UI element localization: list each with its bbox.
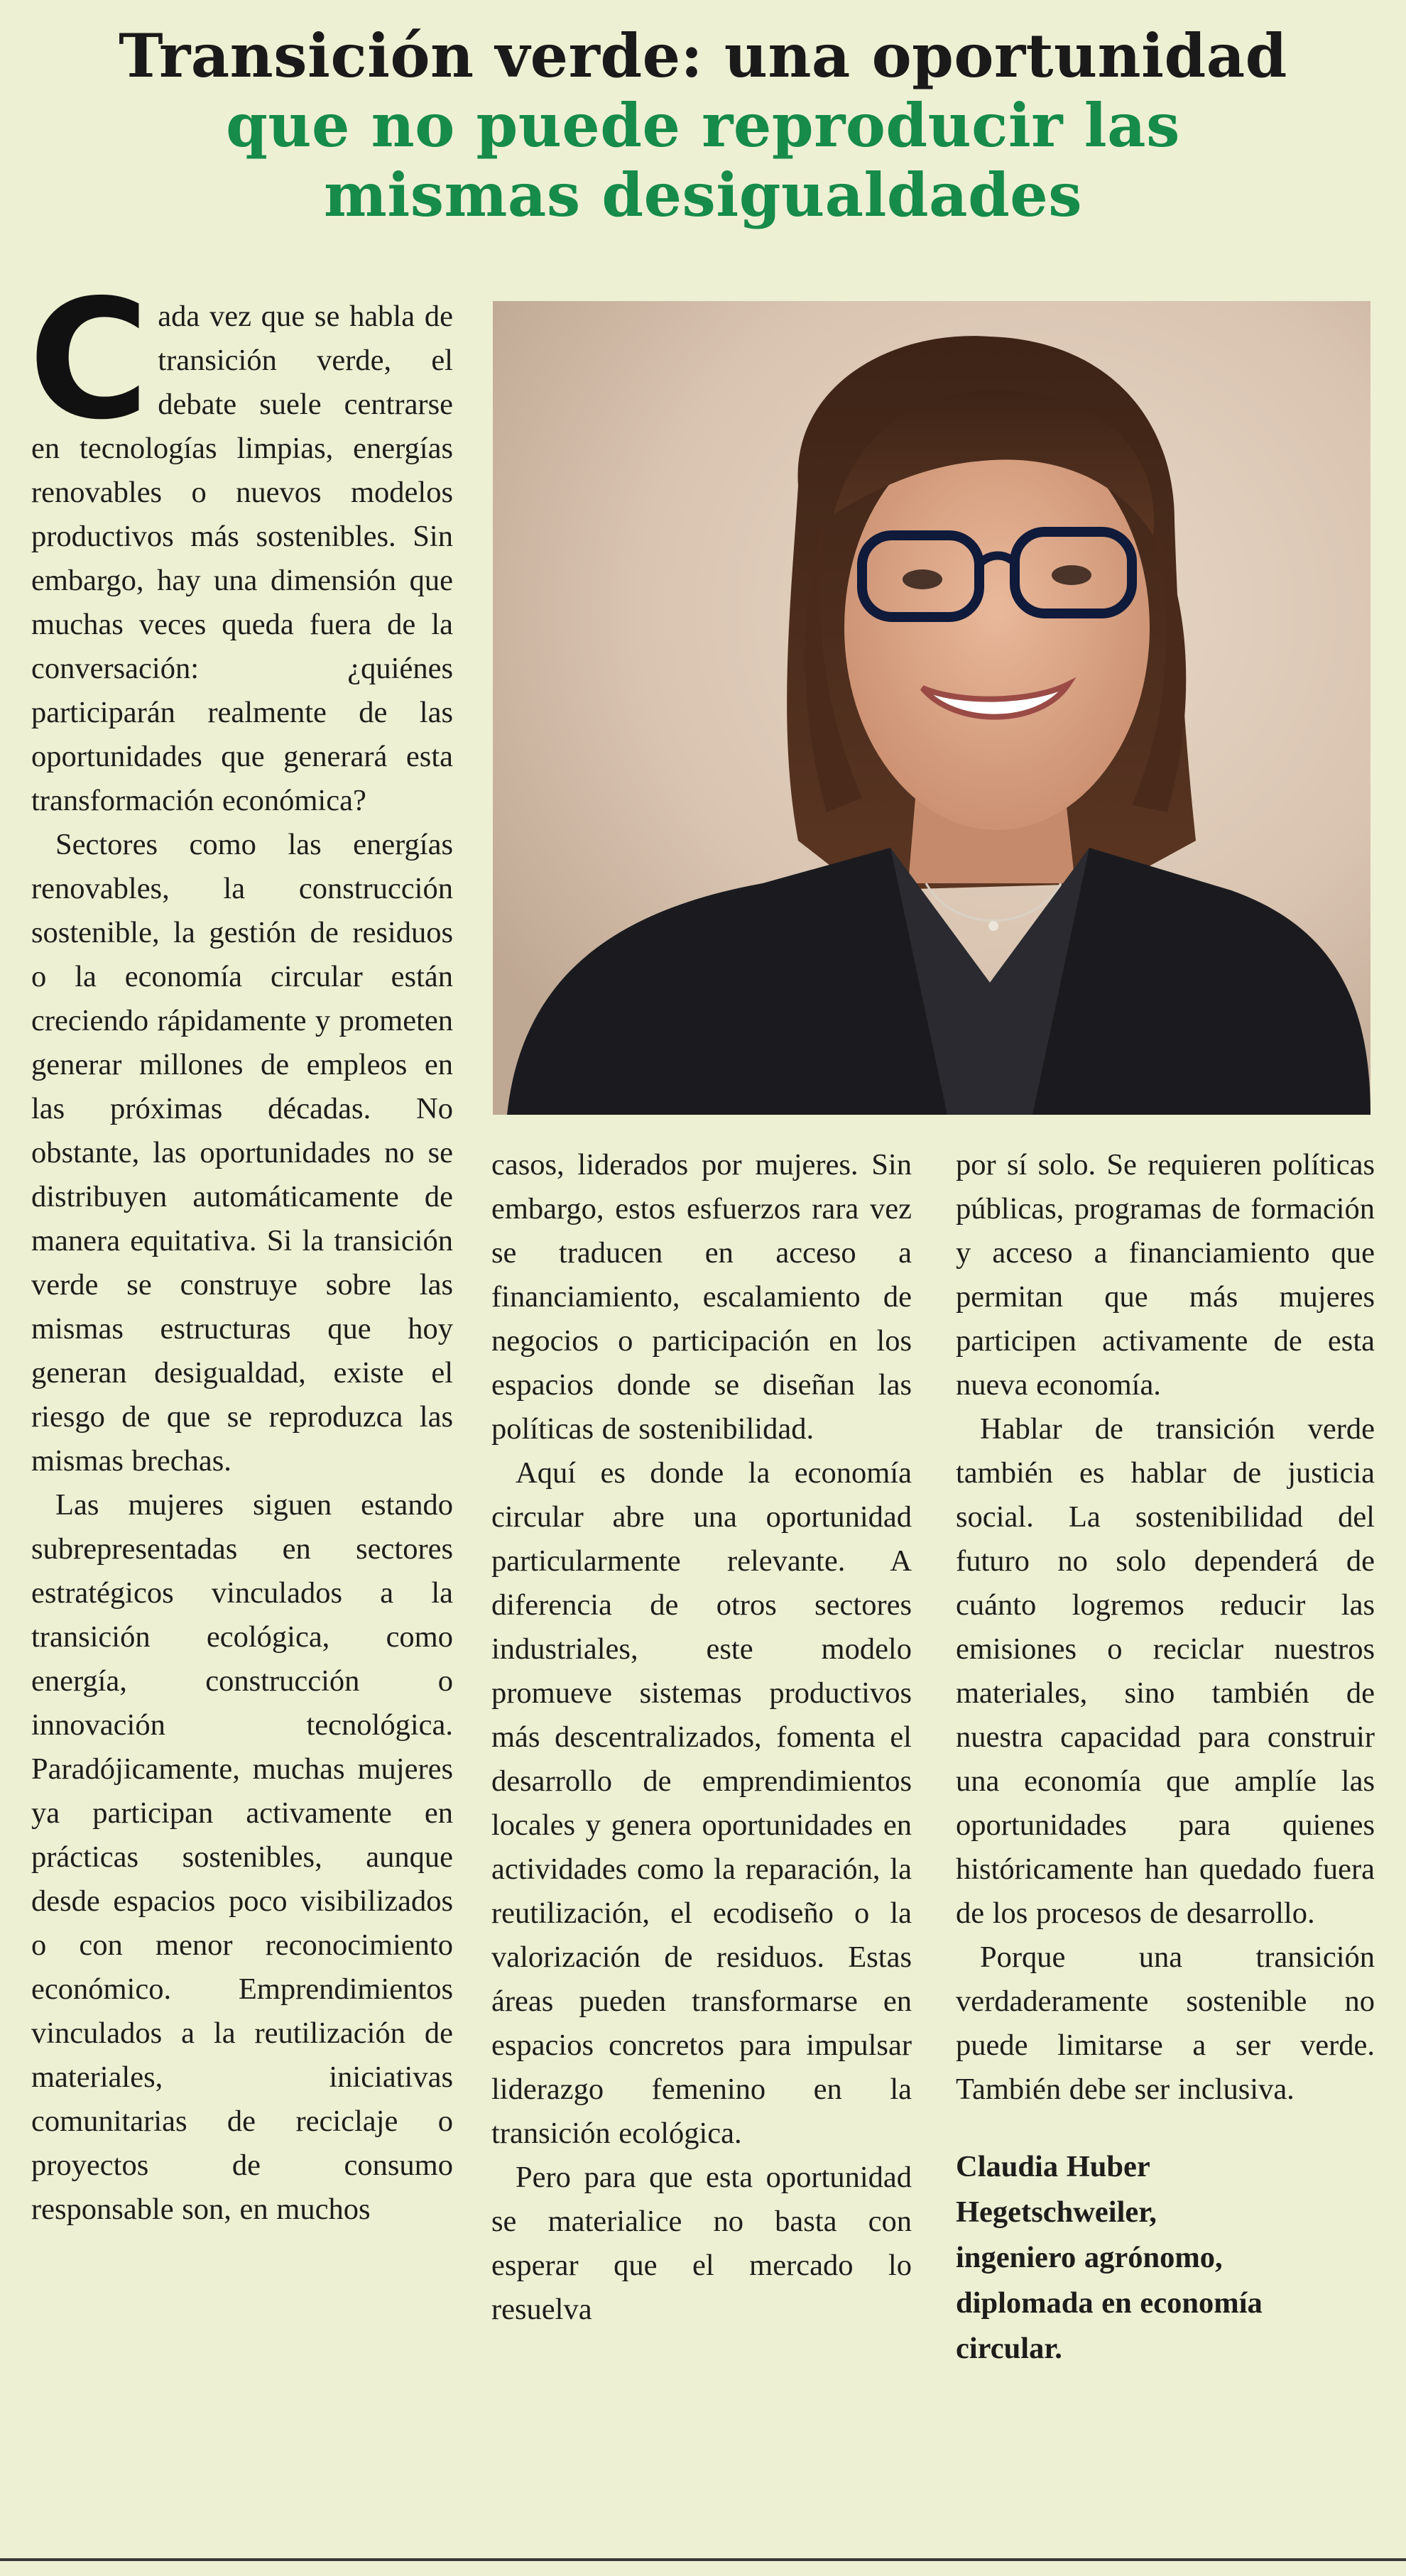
article-column-1 [28,264,453,2232]
article-column-3 [956,1143,1375,2372]
author-signature [956,2144,1375,2372]
drop-cap: C [28,264,150,456]
headline-line-3: mismas desigualdades [323,160,1083,230]
article-paragraph-5a: Pero para que esta oportunidad se materialice no basta con esperar que el mercado lo resuelva [491,2161,912,2326]
article-paragraph-7: Porque una transición verdaderamente sostenible no puede limitarse a ser verde. También debe ser inclusiva. [956,1941,1375,2106]
headline [0,21,1406,230]
headline-line-2: que no puede reproducir las [226,90,1180,160]
article-paragraph-3a: Las mujeres siguen estando subrepresentadas en sectores estratégicos vinculados a la transición ecológica, como energía, construcción o innovación tecnológica. Paradójicamente, muchas mujeres ya participan activamente en prácticas sostenibles, aunque desde espacios poco visibilizados o con menor reconocimiento económico. Emprendimientos vinculados a la reutilización de materiales, iniciativas comunitarias de reciclaje o proyectos de consumo responsable son, en muchos [31,1488,453,2226]
author-portrait-image [493,301,1370,1115]
article-paragraph-2: Sectores como las energías renovables, la construcción sostenible, la gestión de residuos o la economía circular están creciendo rápidamente y prometen generar millones de empleos en las próximas décadas. No obstante, las oportunidades no se distribuyen automáticamente de manera equitativa. Si la transición verde se construye sobre las mismas estructuras que hoy generan desigualdad, existe el riesgo de que se reproduzca las mismas brechas. [31,828,453,1478]
article-column-2 [491,1143,912,2332]
author-photo [493,301,1370,1115]
signature-line-2: Hegetschweiler, [956,2195,1157,2229]
signature-line-3: ingeniero agrónomo, [956,2241,1223,2274]
signature-line-1: Claudia Huber [956,2150,1150,2183]
article-paragraph-4: Aquí es donde la economía circular abre una oportunidad particularmente relevante. A diferencia de otros sectores industriales, este modelo promueve sistemas productivos más descentralizados, fomenta el desarrollo de emprendimientos locales y genera oportunidades en actividades como la reparación, la reutilización, el ecodiseño o la valorización de residuos. Estas áreas pueden transformarse en espacios concretos para impulsar liderazgo femenino en la transición ecológica. [491,1456,912,2150]
article-paragraph-6: Hablar de transición verde también es hablar de justicia social. La sostenibilidad del futuro no solo dependerá de cuánto logremos reducir las emisiones o reciclar nuestros materiales, sino también de nuestra capacidad para construir una economía que amplíe las oportunidades para quienes históricamente han quedado fuera de los procesos de desarrollo. [956,1412,1375,1930]
article-paragraph-5b: por sí solo. Se requieren políticas públicas, programas de formación y acceso a financiamiento que permitan que más mujeres participen activamente de esta nueva economía. [956,1148,1375,1402]
signature-line-5: circular. [956,2332,1062,2365]
article-paragraph-1: ada vez que se habla de transición verde, el debate suele centrarse en tecnologías limpias, energías renovables o nuevos modelos productivos más sostenibles. Sin embargo, hay una dimensión que muchas veces queda fuera de la conversación: ¿quiénes participarán realmente de las oportunidades que generará esta transformación económica? [31,300,453,817]
headline-line-1: Transición verde: una oportunidad [119,21,1287,91]
signature-line-4: diplomada en economía [956,2286,1263,2320]
article-paragraph-3b: casos, liderados por mujeres. Sin embargo, estos esfuerzos rara vez se traducen en acceso a financiamiento, escalamiento de negocios o participación en los espacios donde se diseñan las políticas de sostenibilidad. [491,1148,912,1446]
bottom-rule [0,2558,1406,2561]
